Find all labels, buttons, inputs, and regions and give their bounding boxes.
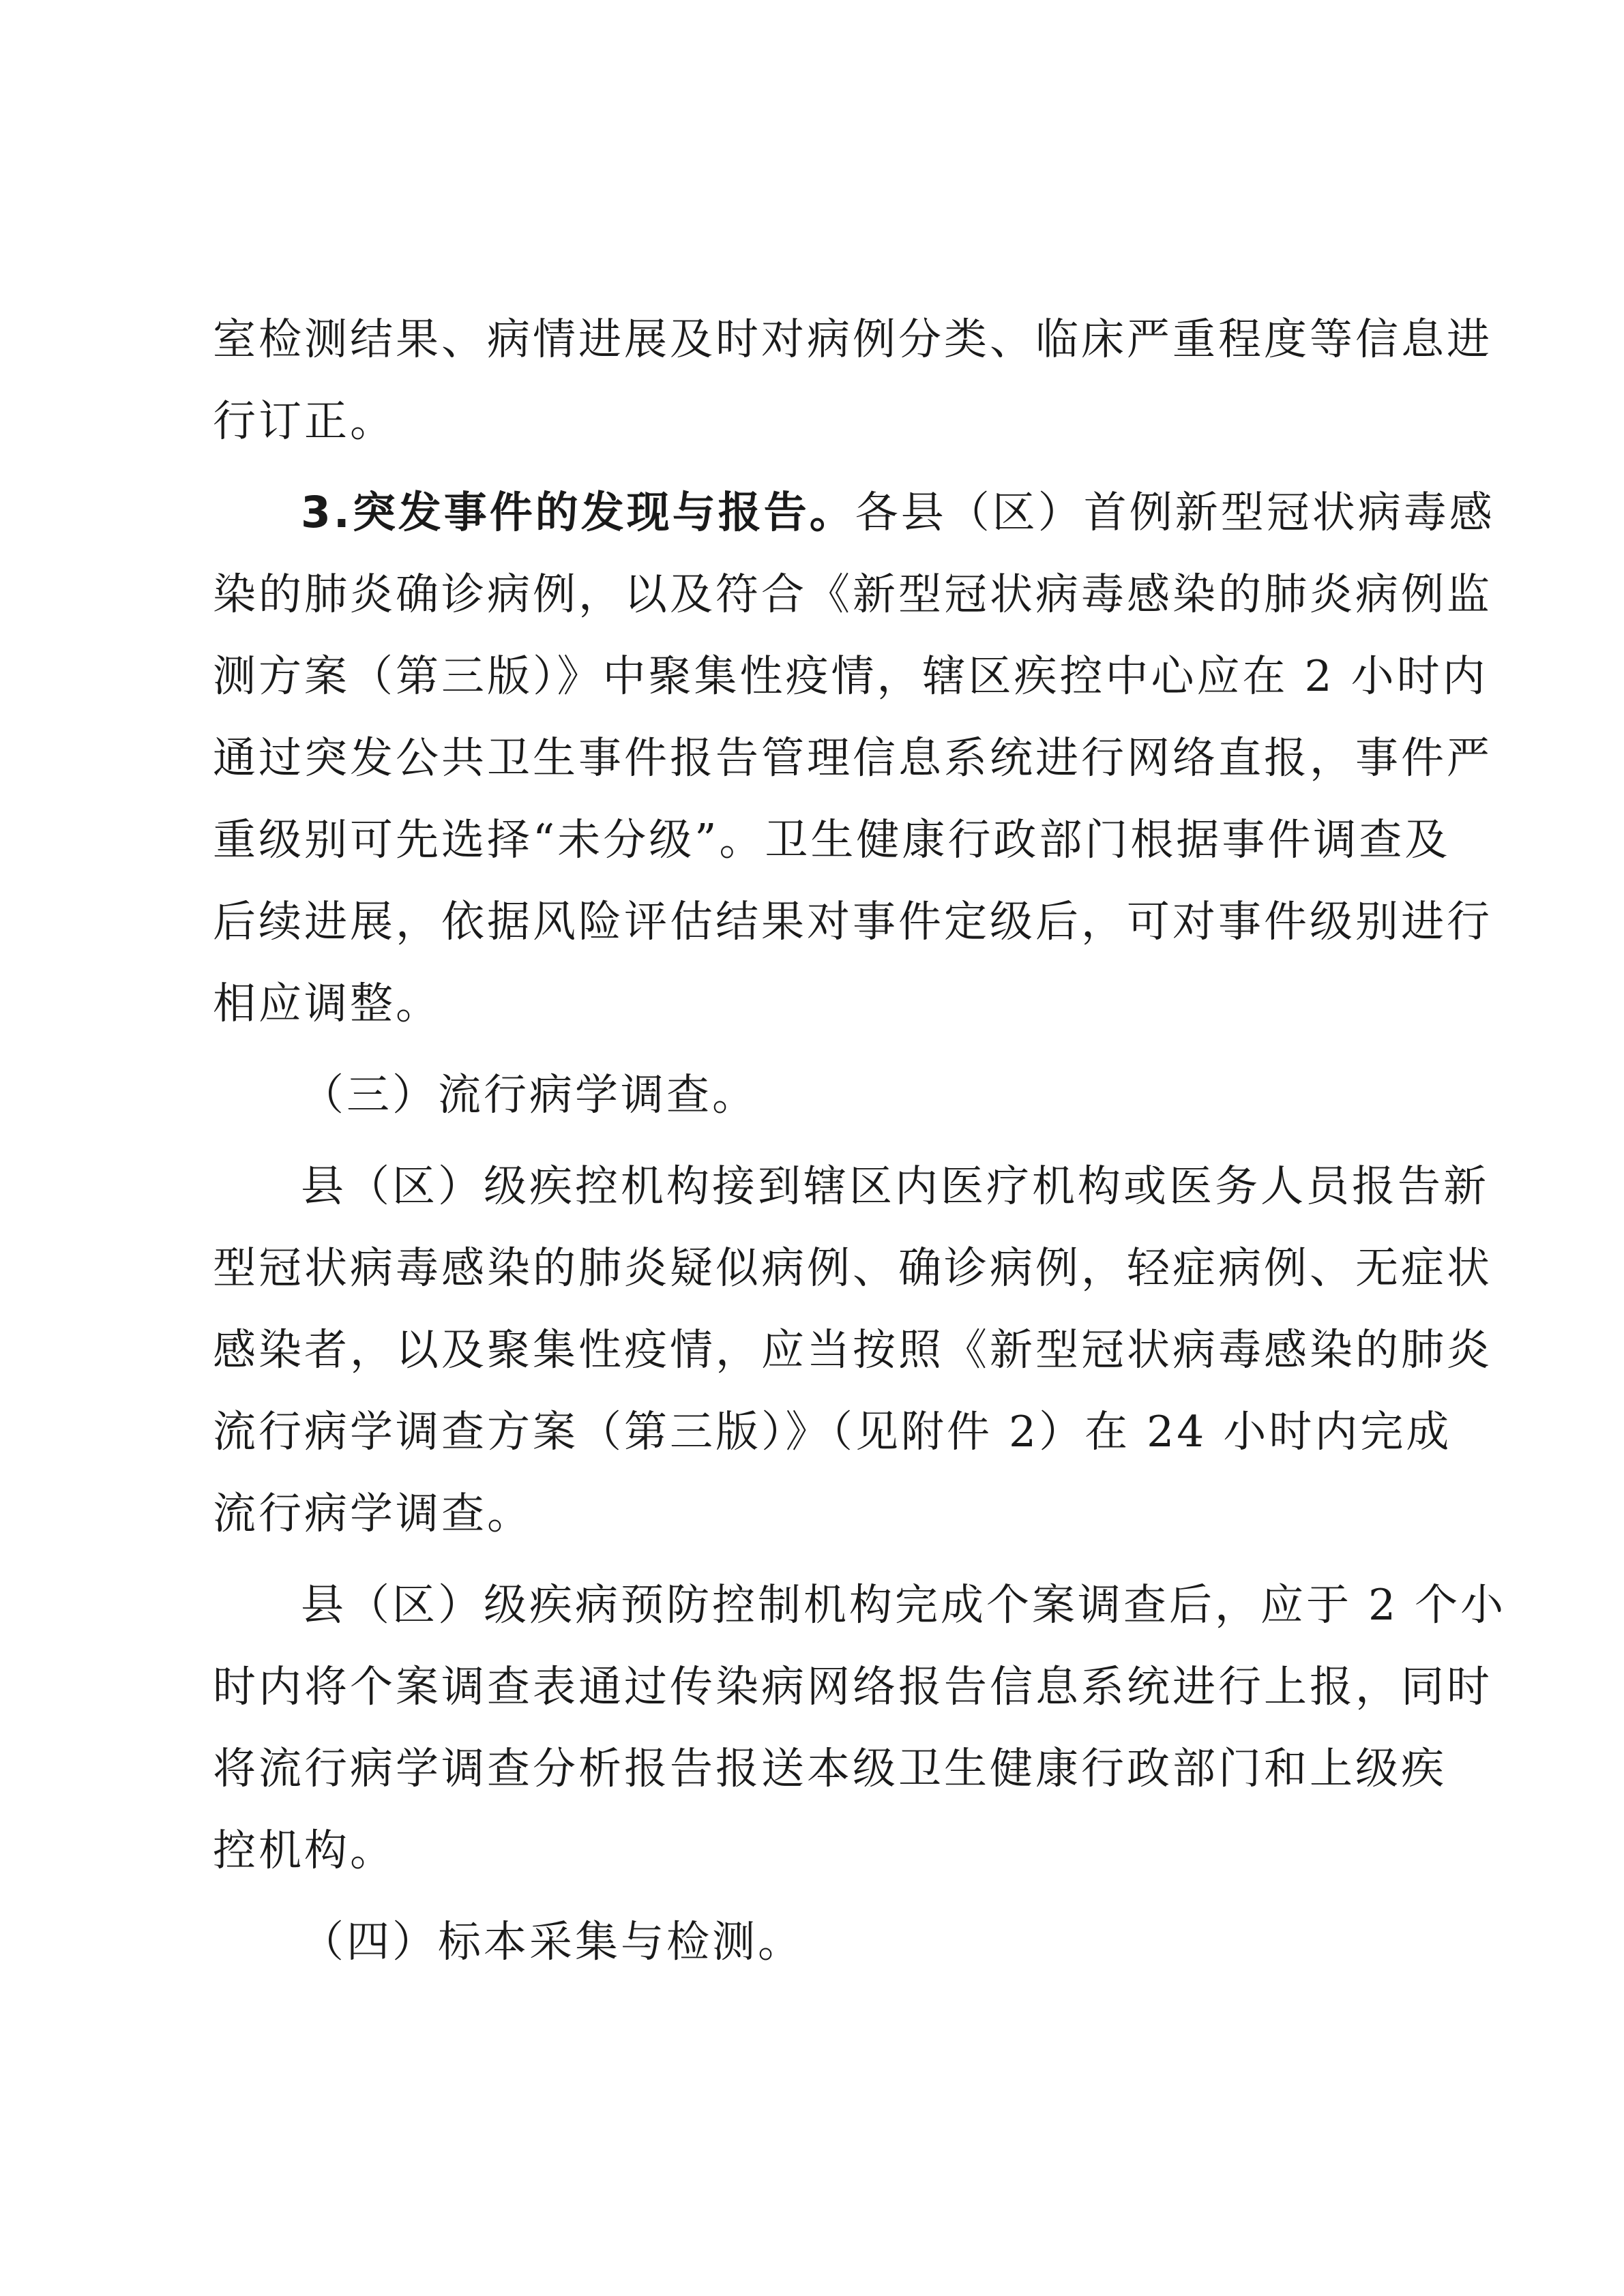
paragraph-line: 染的肺炎确诊病例，以及符合《新型冠状病毒感染的肺炎病例监	[213, 569, 1492, 619]
paragraph-line: 型冠状病毒感染的肺炎疑似病例、确诊病例，轻症病例、无症状	[213, 1243, 1492, 1293]
paragraph-line: 重级别可先选择“未分级”。卫生健康行政部门根据事件调查及	[213, 815, 1451, 865]
paragraph-text: 各县（区）首例新型冠状病毒感	[855, 488, 1495, 537]
paragraph-line: 控机构。	[213, 1825, 396, 1875]
paragraph-line: 时内将个案调查表通过传染病网络报告信息系统进行上报，同时	[213, 1662, 1492, 1712]
paragraph-line: 流行病学调查。	[213, 1489, 533, 1538]
paragraph-line: 将流行病学调查分析报告报送本级卫生健康行政部门和上级疾	[213, 1744, 1447, 1793]
paragraph-line: 通过突发公共卫生事件报告管理信息系统进行网络直报，事件严	[213, 733, 1492, 783]
paragraph-first-line: 县（区）级疾控机构接到辖区内医疗机构或医务人员报告新	[301, 1161, 1489, 1211]
section-heading: （三）流行病学调查。	[301, 1070, 758, 1120]
section-lead: 3.突发事件的发现与报告。	[301, 488, 855, 537]
paragraph-line: 流行病学调查方案（第三版）》（见附件 2）在 24 小时内完成	[213, 1407, 1452, 1457]
paragraph-line: 行订正。	[213, 396, 396, 446]
paragraph-line: 室检测结果、病情进展及时对病例分类、临床严重程度等信息进	[213, 314, 1492, 364]
paragraph-line: 测方案（第三版）》中聚集性疫情，辖区疾控中心应在 2 小时内	[213, 651, 1488, 701]
section-heading: （四）标本采集与检测。	[301, 1917, 803, 1967]
paragraph-first-line: 县（区）级疾病预防控制机构完成个案调查后，应于 2 个小	[301, 1580, 1507, 1630]
paragraph-first-line	[301, 488, 1495, 537]
paragraph-line: 相应调整。	[213, 979, 441, 1028]
paragraph-line: 后续进展，依据风险评估结果对事件定级后，可对事件级别进行	[213, 897, 1492, 946]
paragraph-line: 感染者，以及聚集性疫情，应当按照《新型冠状病毒感染的肺炎	[213, 1325, 1492, 1375]
